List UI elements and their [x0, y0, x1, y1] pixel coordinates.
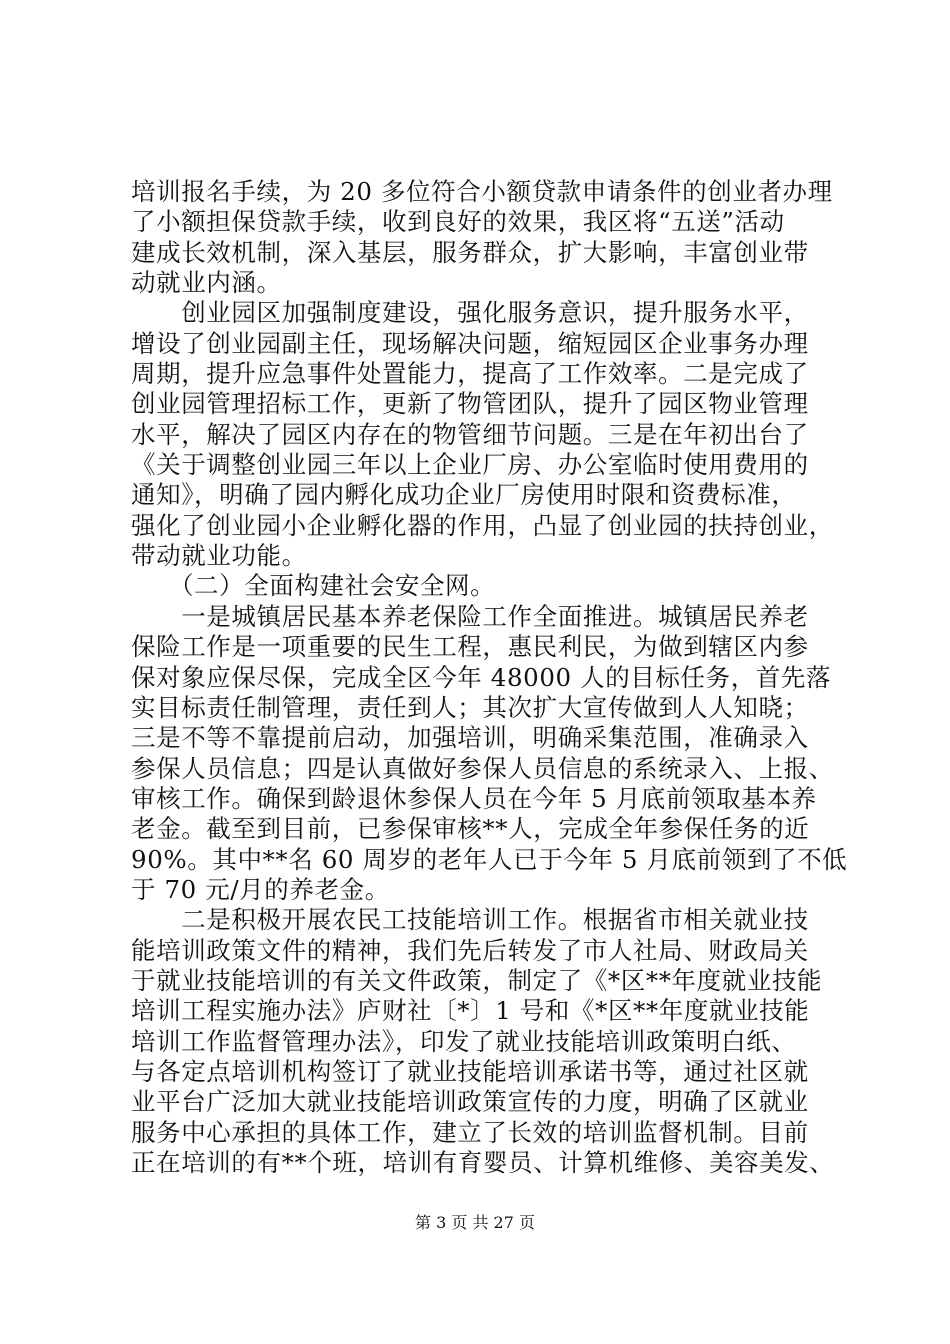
body-text-line: 与各定点培训机构签订了就业技能培训承诺书等，通过社区就 [131, 1057, 809, 1086]
body-text-line: 保险工作是一项重要的民生工程，惠民利民，为做到辖区内参 [131, 632, 809, 661]
body-text-line: 90%。其中**名 60 周岁的老年人已于今年 5 月底前领到了不低 [131, 845, 848, 874]
body-text-line: 动就业内涵。 [131, 268, 282, 297]
body-text-line: 实目标责任制管理，责任到人；其次扩大宣传做到人人知晓； [131, 693, 809, 722]
body-text-line: 老金。截至到目前，已参保审核**人，完成全年参保任务的近 [131, 814, 810, 843]
body-text-line: 了小额担保贷款手续，收到良好的效果，我区将“五送”活动 [131, 207, 785, 236]
body-text-line: 创业园区加强制度建设，强化服务意识，提升服务水平， [131, 298, 809, 327]
body-text-line: 《关于调整创业园三年以上企业厂房、办公室临时使用费用的 [131, 450, 809, 479]
body-text-line: 于就业技能培训的有关文件政策，制定了《*区**年度就业技能 [131, 966, 823, 995]
body-text-line: 参保人员信息；四是认真做好参保人员信息的系统录入、上报、 [131, 754, 834, 783]
section-heading: （二）全面构建社会安全网。 [131, 571, 496, 600]
body-text-line: 增设了创业园副主任，现场解决问题，缩短园区企业事务办理 [131, 329, 809, 358]
body-text-line: 一是城镇居民基本养老保险工作全面推进。城镇居民养老 [131, 602, 809, 631]
body-text-line: 培训报名手续，为 20 多位符合小额贷款申请条件的创业者办理 [131, 177, 833, 206]
body-text-line: 带动就业功能。 [131, 541, 307, 570]
body-text-line: 强化了创业园小企业孵化器的作用，凸显了创业园的扶持创业， [131, 511, 834, 540]
body-text-line: 建成长效机制，深入基层，服务群众，扩大影响，丰富创业带 [131, 238, 809, 267]
body-text-line: 业平台广泛加大就业技能培训政策宣传的力度，明确了区就业 [131, 1087, 809, 1116]
body-text-line: 正在培训的有**个班，培训有育婴员、计算机维修、美容美发、 [131, 1148, 835, 1177]
body-text-line: 服务中心承担的具体工作，建立了长效的培训监督机制。目前 [131, 1118, 809, 1147]
body-text-line: 培训工程实施办法》庐财社〔*〕1 号和《*区**年度就业技能 [131, 996, 810, 1025]
body-text-line: 三是不等不靠提前启动，加强培训，明确采集范围，准确录入 [131, 723, 809, 752]
page-number-footer: 第 3 页 共 27 页 [415, 1213, 535, 1232]
body-text-line: 培训工作监督管理办法》，印发了就业技能培训政策明白纸、 [131, 1027, 797, 1056]
body-text-line: 能培训政策文件的精神，我们先后转发了市人社局、财政局关 [131, 936, 809, 965]
body-text-line: 保对象应保尽保，完成全区今年 48000 人的目标任务，首先落 [131, 663, 832, 692]
body-text-line: 于 70 元/月的养老金。 [131, 875, 390, 904]
body-text-line: 审核工作。确保到龄退休参保人员在今年 5 月底前领取基本养 [131, 784, 817, 813]
body-text-line: 二是积极开展农民工技能培训工作。根据省市相关就业技 [131, 905, 809, 934]
body-text-line: 周期，提升应急事件处置能力，提高了工作效率。二是完成了 [131, 359, 809, 388]
body-text-line: 水平，解决了园区内存在的物管细节问题。三是在年初出台了 [131, 420, 809, 449]
body-text-line: 创业园管理招标工作，更新了物管团队，提升了园区物业管理 [131, 389, 809, 418]
body-text-line: 通知》，明确了园内孵化成功企业厂房使用时限和资费标准， [131, 480, 797, 509]
